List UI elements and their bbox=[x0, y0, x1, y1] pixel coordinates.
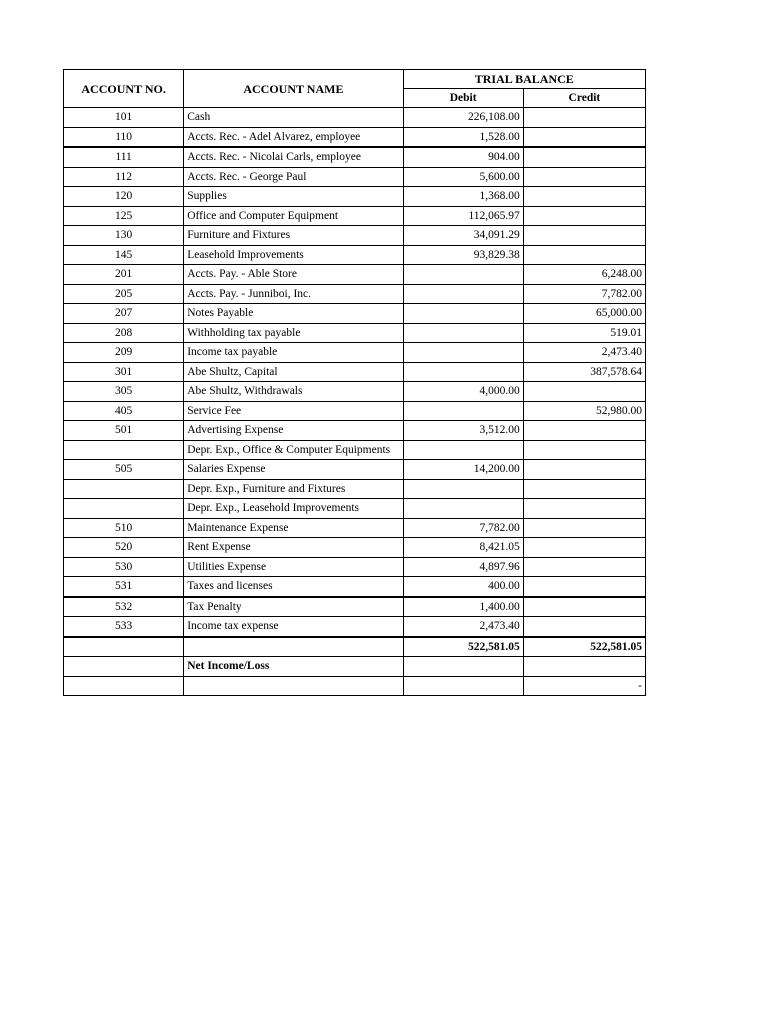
credit-amount bbox=[523, 577, 645, 597]
net-income-row bbox=[64, 657, 646, 677]
account-number: 305 bbox=[64, 382, 184, 402]
debit-amount bbox=[403, 323, 523, 343]
account-number: 120 bbox=[64, 187, 184, 207]
credit-amount bbox=[523, 108, 645, 128]
debit-amount: 8,421.05 bbox=[403, 538, 523, 558]
net-income-credit bbox=[523, 657, 645, 677]
table-row bbox=[64, 187, 646, 207]
debit-amount: 4,000.00 bbox=[403, 382, 523, 402]
net-income-no-cell bbox=[64, 657, 184, 677]
credit-amount bbox=[523, 147, 645, 167]
table-body bbox=[64, 108, 646, 637]
debit-header: Debit bbox=[403, 89, 523, 108]
credit-amount bbox=[523, 460, 645, 480]
debit-amount: 112,065.97 bbox=[403, 206, 523, 226]
credit-amount: 7,782.00 bbox=[523, 284, 645, 304]
table-row bbox=[64, 147, 646, 167]
table-row bbox=[64, 127, 646, 147]
account-name-header: ACCOUNT NAME bbox=[184, 70, 403, 108]
credit-amount bbox=[523, 538, 645, 558]
account-name: Accts. Rec. - George Paul bbox=[184, 167, 403, 187]
debit-amount: 93,829.38 bbox=[403, 245, 523, 265]
totals-row bbox=[64, 637, 646, 657]
table-row bbox=[64, 108, 646, 128]
account-number: 405 bbox=[64, 401, 184, 421]
table-row bbox=[64, 518, 646, 538]
account-number: 530 bbox=[64, 557, 184, 577]
account-number bbox=[64, 499, 184, 519]
trial-balance-table bbox=[63, 69, 646, 696]
final-row bbox=[64, 676, 646, 696]
table-row bbox=[64, 617, 646, 637]
credit-amount: 65,000.00 bbox=[523, 304, 645, 324]
account-name: Taxes and licenses bbox=[184, 577, 403, 597]
credit-amount bbox=[523, 421, 645, 441]
account-number: 205 bbox=[64, 284, 184, 304]
debit-amount: 5,600.00 bbox=[403, 167, 523, 187]
table-row bbox=[64, 362, 646, 382]
debit-amount bbox=[403, 479, 523, 499]
table-row bbox=[64, 226, 646, 246]
account-number bbox=[64, 479, 184, 499]
debit-amount: 34,091.29 bbox=[403, 226, 523, 246]
credit-amount: 387,578.64 bbox=[523, 362, 645, 382]
credit-amount bbox=[523, 127, 645, 147]
net-income-label: Net Income/Loss bbox=[184, 657, 403, 677]
table-row bbox=[64, 206, 646, 226]
debit-amount bbox=[403, 284, 523, 304]
debit-amount: 1,400.00 bbox=[403, 597, 523, 617]
credit-amount bbox=[523, 557, 645, 577]
table-row bbox=[64, 304, 646, 324]
credit-amount bbox=[523, 518, 645, 538]
debit-amount: 2,473.40 bbox=[403, 617, 523, 637]
account-name: Salaries Expense bbox=[184, 460, 403, 480]
account-number: 145 bbox=[64, 245, 184, 265]
table-row bbox=[64, 401, 646, 421]
account-number: 501 bbox=[64, 421, 184, 441]
account-number: 208 bbox=[64, 323, 184, 343]
account-name: Notes Payable bbox=[184, 304, 403, 324]
debit-amount bbox=[403, 265, 523, 285]
debit-amount: 1,368.00 bbox=[403, 187, 523, 207]
table-row bbox=[64, 460, 646, 480]
table-row bbox=[64, 284, 646, 304]
debit-amount bbox=[403, 362, 523, 382]
debit-amount: 14,200.00 bbox=[403, 460, 523, 480]
debit-amount bbox=[403, 499, 523, 519]
account-number: 520 bbox=[64, 538, 184, 558]
account-name: Income tax payable bbox=[184, 343, 403, 363]
debit-amount: 3,512.00 bbox=[403, 421, 523, 441]
account-name: Income tax expense bbox=[184, 617, 403, 637]
totals-name-cell bbox=[184, 637, 403, 657]
account-name: Depr. Exp., Furniture and Fixtures bbox=[184, 479, 403, 499]
header-row bbox=[64, 70, 646, 89]
net-income-debit bbox=[403, 657, 523, 677]
account-name: Accts. Rec. - Nicolai Carls, employee bbox=[184, 147, 403, 167]
table-row bbox=[64, 265, 646, 285]
table-row bbox=[64, 499, 646, 519]
account-name: Depr. Exp., Leasehold Improvements bbox=[184, 499, 403, 519]
account-name: Rent Expense bbox=[184, 538, 403, 558]
account-number: 533 bbox=[64, 617, 184, 637]
credit-amount bbox=[523, 597, 645, 617]
credit-amount bbox=[523, 226, 645, 246]
account-number: 209 bbox=[64, 343, 184, 363]
final-name-cell bbox=[184, 676, 403, 696]
trial-balance-header: TRIAL BALANCE bbox=[403, 70, 645, 89]
account-number: 207 bbox=[64, 304, 184, 324]
total-debit: 522,581.05 bbox=[403, 637, 523, 657]
account-number: 112 bbox=[64, 167, 184, 187]
table-row bbox=[64, 479, 646, 499]
account-name: Leasehold Improvements bbox=[184, 245, 403, 265]
debit-amount bbox=[403, 304, 523, 324]
account-name: Advertising Expense bbox=[184, 421, 403, 441]
account-name: Accts. Rec. - Adel Alvarez, employee bbox=[184, 127, 403, 147]
account-number bbox=[64, 440, 184, 460]
credit-amount bbox=[523, 440, 645, 460]
credit-amount: 519.01 bbox=[523, 323, 645, 343]
debit-amount: 226,108.00 bbox=[403, 108, 523, 128]
table-row bbox=[64, 421, 646, 441]
account-number: 532 bbox=[64, 597, 184, 617]
table-row bbox=[64, 577, 646, 597]
account-name: Accts. Pay. - Junniboi, Inc. bbox=[184, 284, 403, 304]
account-name: Cash bbox=[184, 108, 403, 128]
table-row bbox=[64, 245, 646, 265]
debit-amount bbox=[403, 440, 523, 460]
credit-amount bbox=[523, 187, 645, 207]
debit-amount: 400.00 bbox=[403, 577, 523, 597]
account-name: Supplies bbox=[184, 187, 403, 207]
debit-amount bbox=[403, 343, 523, 363]
final-credit: - bbox=[523, 676, 645, 696]
credit-amount bbox=[523, 479, 645, 499]
account-number: 505 bbox=[64, 460, 184, 480]
account-name: Depr. Exp., Office & Computer Equipments bbox=[184, 440, 403, 460]
debit-amount bbox=[403, 401, 523, 421]
credit-header: Credit bbox=[523, 89, 645, 108]
credit-amount bbox=[523, 499, 645, 519]
account-no-header: ACCOUNT NO. bbox=[64, 70, 184, 108]
account-name: Abe Shultz, Capital bbox=[184, 362, 403, 382]
table-row bbox=[64, 597, 646, 617]
final-no-cell bbox=[64, 676, 184, 696]
credit-amount bbox=[523, 206, 645, 226]
account-number: 110 bbox=[64, 127, 184, 147]
account-name: Abe Shultz, Withdrawals bbox=[184, 382, 403, 402]
credit-amount: 2,473.40 bbox=[523, 343, 645, 363]
debit-amount: 1,528.00 bbox=[403, 127, 523, 147]
credit-amount bbox=[523, 245, 645, 265]
account-name: Furniture and Fixtures bbox=[184, 226, 403, 246]
account-number: 531 bbox=[64, 577, 184, 597]
account-number: 130 bbox=[64, 226, 184, 246]
total-credit: 522,581.05 bbox=[523, 637, 645, 657]
table-row bbox=[64, 167, 646, 187]
account-name: Utilities Expense bbox=[184, 557, 403, 577]
account-number: 111 bbox=[64, 147, 184, 167]
account-name: Maintenance Expense bbox=[184, 518, 403, 538]
table-row bbox=[64, 440, 646, 460]
account-name: Accts. Pay. - Able Store bbox=[184, 265, 403, 285]
account-name: Service Fee bbox=[184, 401, 403, 421]
table-row bbox=[64, 323, 646, 343]
table-row bbox=[64, 382, 646, 402]
table-row bbox=[64, 343, 646, 363]
credit-amount: 6,248.00 bbox=[523, 265, 645, 285]
final-debit bbox=[403, 676, 523, 696]
account-number: 510 bbox=[64, 518, 184, 538]
account-number: 301 bbox=[64, 362, 184, 382]
account-number: 101 bbox=[64, 108, 184, 128]
account-number: 125 bbox=[64, 206, 184, 226]
credit-amount bbox=[523, 617, 645, 637]
credit-amount bbox=[523, 382, 645, 402]
credit-amount bbox=[523, 167, 645, 187]
table-row bbox=[64, 557, 646, 577]
debit-amount: 904.00 bbox=[403, 147, 523, 167]
debit-amount: 7,782.00 bbox=[403, 518, 523, 538]
debit-amount: 4,897.96 bbox=[403, 557, 523, 577]
credit-amount: 52,980.00 bbox=[523, 401, 645, 421]
account-name: Office and Computer Equipment bbox=[184, 206, 403, 226]
account-name: Withholding tax payable bbox=[184, 323, 403, 343]
account-number: 201 bbox=[64, 265, 184, 285]
table-row bbox=[64, 538, 646, 558]
totals-no-cell bbox=[64, 637, 184, 657]
account-name: Tax Penalty bbox=[184, 597, 403, 617]
